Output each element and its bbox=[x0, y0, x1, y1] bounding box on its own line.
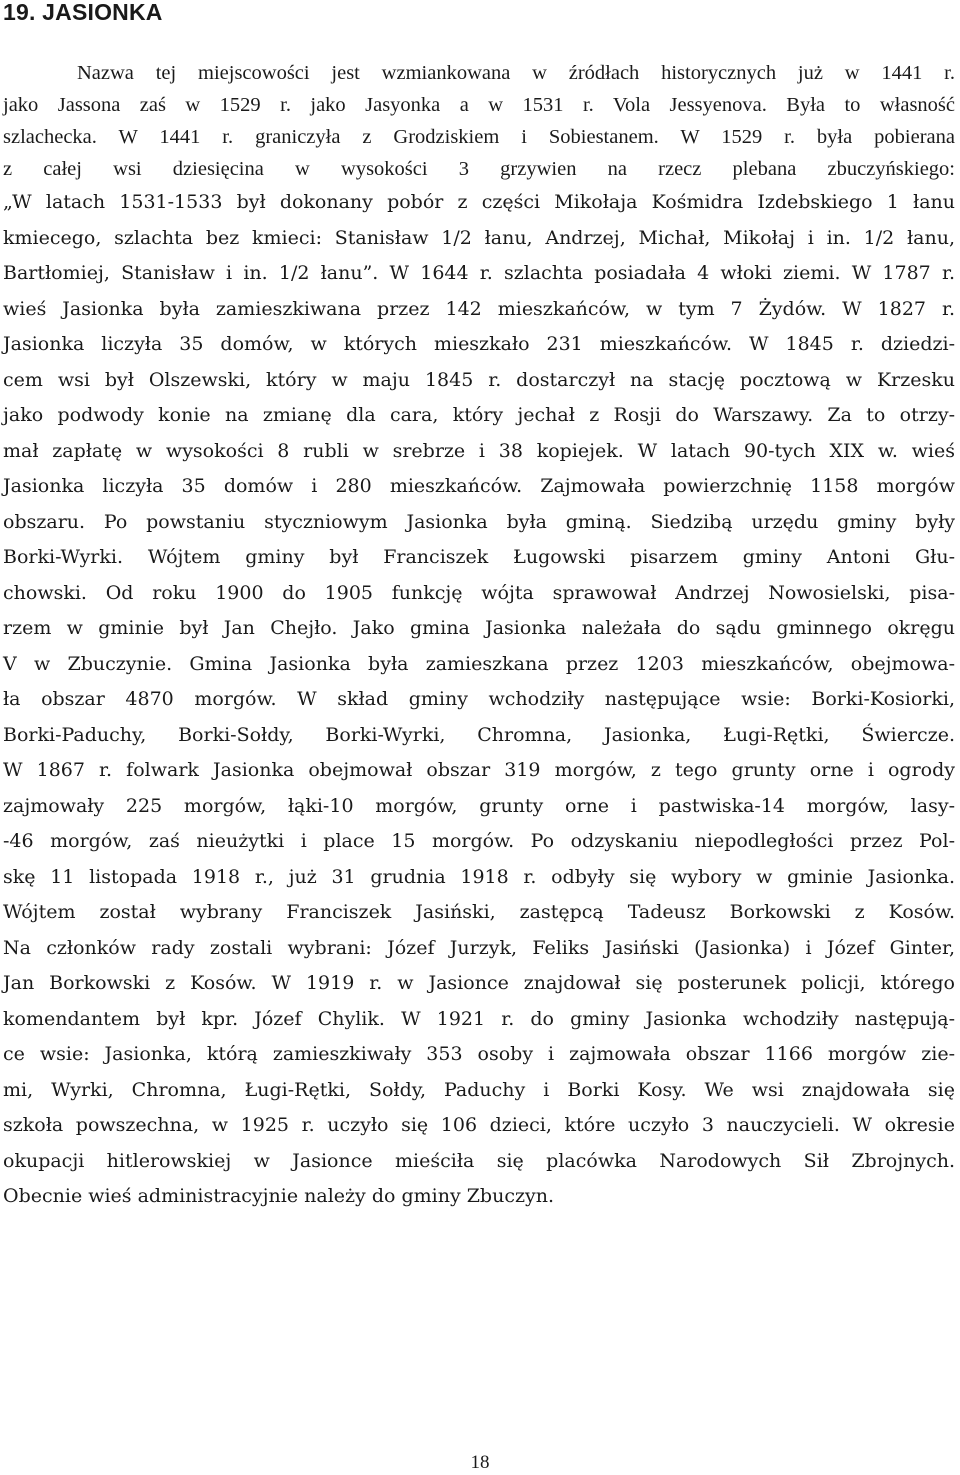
text-line: V w Zbuczynie. Gmina Jasionka była zamieszkana przez 1203 mieszkańców, obejmowa- bbox=[3, 652, 955, 675]
text-line: Borki-Paduchy, Borki-Sołdy, Borki-Wyrki, Chromna, Jasionka, Ługi-Rętki, Świercze. bbox=[3, 723, 955, 746]
text-line: obszaru. Po powstaniu styczniowym Jasionka była gminą. Siedzibą urzędu gminy były bbox=[3, 510, 955, 533]
text-line: W 1867 r. folwark Jasionka obejmował obszar 319 morgów, z tego grunty orne i ogrody bbox=[3, 759, 955, 781]
text-line: Nazwa tej miejscowości jest wzmiankowana w źródłach historycznych już w 1441 r. bbox=[77, 62, 955, 84]
text-line: okupacji hitlerowskiej w Jasionce mieściła się placówka Narodowych Sił Zbrojnych. bbox=[3, 1149, 955, 1172]
text-line: chowski. Od roku 1900 do 1905 funkcję wójta sprawował Andrzej Nowosielski, pisa- bbox=[3, 581, 955, 604]
text-line: wieś Jasionka była zamieszkiwana przez 142 mieszkańców, w tym 7 Żydów. W 1827 r. bbox=[3, 297, 955, 320]
text-line: Jasionka liczyła 35 domów, w których mieszkało 231 mieszkańców. W 1845 r. dziedzi- bbox=[3, 333, 955, 355]
text-line: Jasionka liczyła 35 domów i 280 mieszkańców. Zajmowała powierzchnię 1158 morgów bbox=[3, 475, 955, 497]
body-paragraph bbox=[3, 57, 955, 1215]
text-line: Jan Borkowski z Kosów. W 1919 r. w Jasionce znajdował się posterunek policji, którego bbox=[3, 972, 955, 994]
text-line: „W latach 1531-1533 był dokonany pobór z części Mikołaja Kośmidra Izdebskiego 1 łanu bbox=[3, 191, 955, 213]
text-line: jako podwody konie na zmianę dla cara, który jechał z Rosji do Warszawy. Za to otrzy- bbox=[3, 404, 955, 426]
text-line: z całej wsi dziesięcina w wysokości 3 grzywien na rzecz plebana zbuczyńskiego: bbox=[3, 158, 955, 180]
text-line: rzem w gminie był Jan Chejło. Jako gmina Jasionka należała do sądu gminnego okręgu bbox=[3, 617, 955, 639]
text-line: mał zapłatę w wysokości 8 rubli w srebrze i 38 kopiejek. W latach 90-tych XIX w. wieś bbox=[3, 439, 955, 462]
text-line: Borki-Wyrki. Wójtem gminy był Franciszek Ługowski pisarzem gminy Antoni Głu- bbox=[3, 546, 955, 568]
text-line: zajmowały 225 morgów, łąki-10 morgów, grunty orne i pastwiska-14 morgów, lasy- bbox=[3, 794, 955, 817]
text-line: mi, Wyrki, Chromna, Ługi-Rętki, Sołdy, Paduchy i Borki Kosy. We wsi znajdowała się bbox=[3, 1078, 955, 1101]
page-number: 18 bbox=[470, 1452, 490, 1473]
text-line: Obecnie wieś administracyjnie należy do gminy Zbuczyn. bbox=[3, 1185, 554, 1207]
text-line: kmiecego, szlachta bez kmieci: Stanisław 1/2 łanu, Andrzej, Michał, Mikołaj i in. 1/2 łanu, bbox=[3, 226, 955, 249]
text-line: jako Jassona zaś w 1529 r. jako Jasyonka a w 1531 r. Vola Jessyenova. Była to własność bbox=[3, 94, 955, 116]
text-line: Wójtem został wybrany Franciszek Jasiński, zastępcą Tadeusz Borkowski z Kosów. bbox=[3, 901, 955, 923]
text-line: szlachecka. W 1441 r. graniczyła z Grodziskiem i Sobiestanem. W 1529 r. była pobierana bbox=[3, 126, 955, 148]
text-line: ła obszar 4870 morgów. W skład gminy wchodziły następujące wsie: Borki-Kosiorki, bbox=[3, 688, 955, 710]
text-line: Na członków rady zostali wybrani: Józef Jurzyk, Feliks Jasiński (Jasionka) i Józef Ginter, bbox=[3, 936, 955, 959]
text-line: ce wsie: Jasionka, którą zamieszkiwały 353 osoby i zajmowała obszar 1166 morgów zie- bbox=[3, 1043, 955, 1065]
section-heading: 19. JASIONKA bbox=[3, 0, 163, 25]
text-line: cem wsi był Olszewski, który w maju 1845 r. dostarczył na stację pocztową w Krzesku bbox=[3, 368, 955, 391]
text-line: szkoła powszechna, w 1925 r. uczyło się 106 dzieci, które uczyło 3 nauczycieli. W okresie bbox=[3, 1114, 955, 1136]
text-line: -46 morgów, zaś nieużytki i place 15 morgów. Po odzyskaniu niepodległości przez Pol- bbox=[3, 830, 955, 852]
text-line: skę 11 listopada 1918 r., już 31 grudnia 1918 r. odbyły się wybory w gminie Jasionka. bbox=[3, 865, 955, 888]
text-line: komendantem był kpr. Józef Chylik. W 1921 r. do gminy Jasionka wchodziły następują- bbox=[3, 1007, 955, 1030]
text-line: Bartłomiej, Stanisław i in. 1/2 łanu”. W 1644 r. szlachta posiadała 4 włoki ziemi. W 1787 r. bbox=[3, 262, 955, 284]
